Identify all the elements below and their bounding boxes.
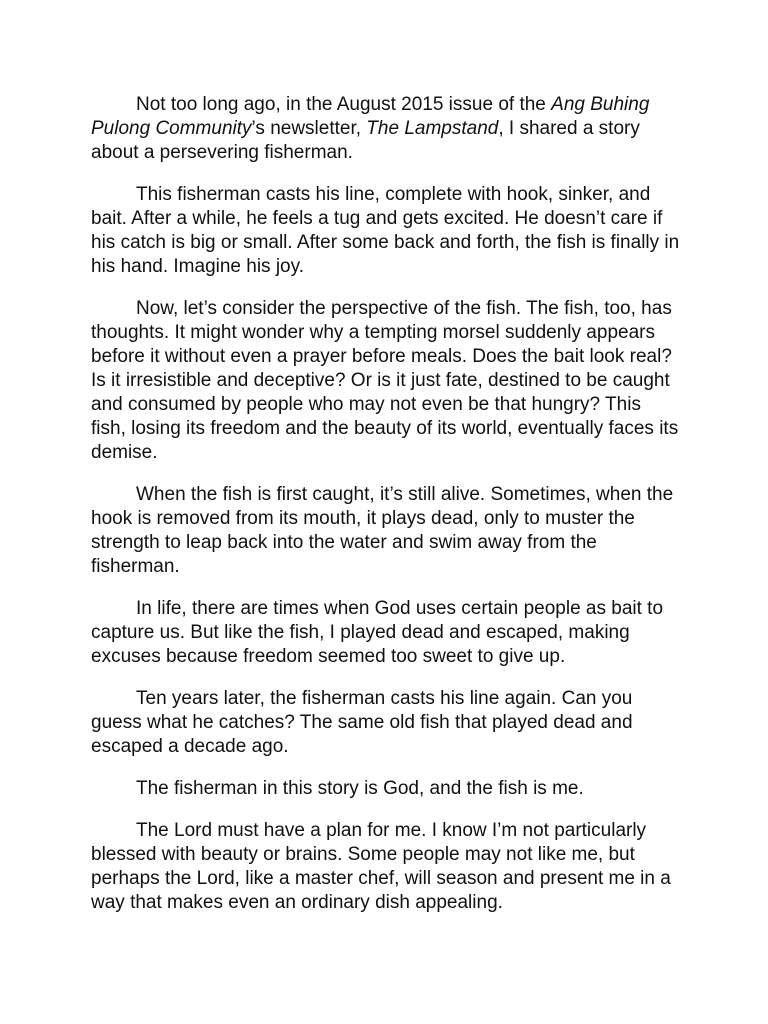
- paragraph-text: The fisherman in this story is God, and the fish is me.: [136, 778, 584, 799]
- paragraph-text: , I shared a story about a persevering fisherman.: [91, 118, 640, 163]
- paragraph-text: The Lord must have a plan for me. I know I’m not particularly blessed with beauty or brains. Some people may not like me, but perhaps the Lord, like a master chef, will season and present me in a way that makes even an ordinary dish appealing.: [91, 820, 671, 913]
- document-body: [91, 93, 680, 915]
- paragraph-text: In life, there are times when God uses certain people as bait to capture us. But like the fish, I played dead and escaped, making excuses because freedom seemed too sweet to give up.: [91, 598, 664, 667]
- paragraph-text: When the fish is first caught, it’s still alive. Sometimes, when the hook is removed from its mouth, it plays dead, only to muster the strength to leap back into the water and swim away from the fisherman.: [91, 484, 674, 577]
- paragraph: [91, 597, 680, 669]
- italic-text: The Lampstand: [366, 118, 499, 139]
- paragraph: [91, 819, 680, 915]
- paragraph: [91, 777, 680, 801]
- paragraph-text: Not too long ago, in the August 2015 issue of the: [136, 94, 552, 115]
- paragraph-text: Ten years later, the fisherman casts his line again. Can you guess what he catches? The same old fish that played dead and escaped a decade ago.: [91, 688, 633, 757]
- paragraph: [91, 687, 680, 759]
- paragraph: [91, 297, 680, 465]
- paragraph: [91, 483, 680, 579]
- paragraph-text: Now, let’s consider the perspective of the fish. The fish, too, has thoughts. It might wonder why a tempting morsel suddenly appears before it without even a prayer before meals. Does the bait look real? Is it irresistible and deceptive? Or is it just fate, destined to be caught and consumed by people who may not even be that hungry? This fish, losing its freedom and the beauty of its world, eventually faces its demise.: [91, 298, 679, 463]
- italic-text: Ang Buhing Pulong Community: [91, 94, 650, 139]
- paragraph: [91, 183, 680, 279]
- paragraph: [91, 93, 680, 165]
- paragraph-text: This fisherman casts his line, complete with hook, sinker, and bait. After a while, he feels a tug and gets excited. He doesn’t care if his catch is big or small. After some back and forth, the fish is finally in his hand. Imagine his joy.: [91, 184, 680, 277]
- paragraph-text: ’s newsletter,: [251, 118, 367, 139]
